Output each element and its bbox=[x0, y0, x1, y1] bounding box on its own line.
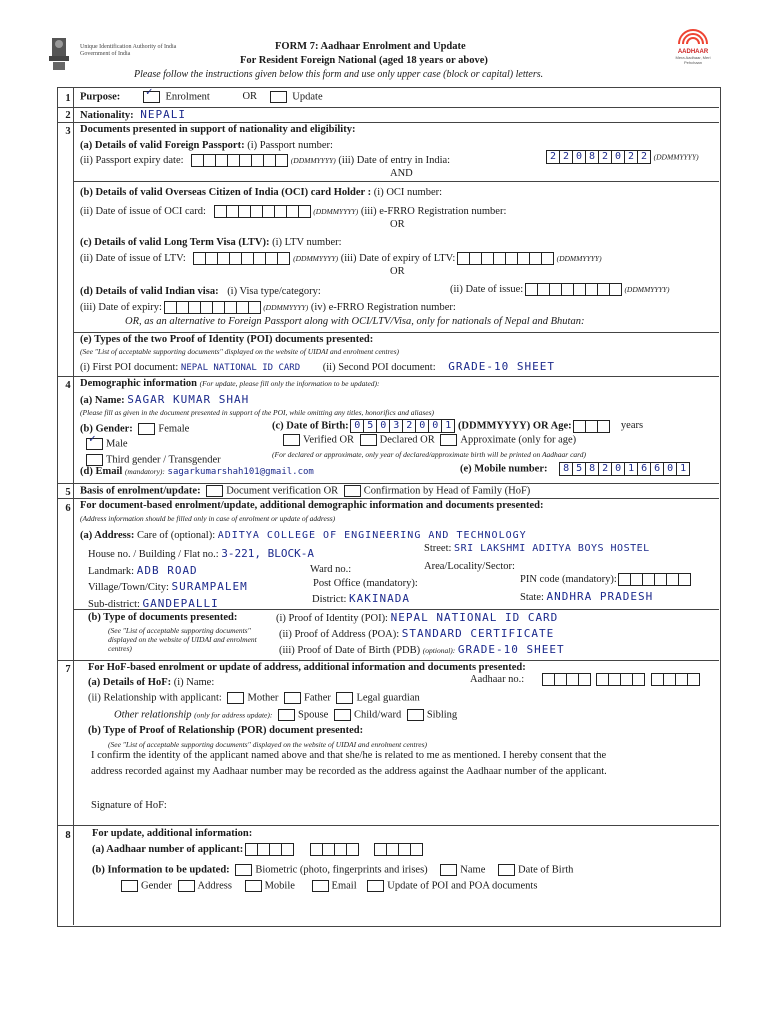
mother-checkbox[interactable] bbox=[227, 692, 244, 704]
enrolment-checkbox[interactable]: ✓ bbox=[143, 91, 160, 103]
passport-expiry-boxes[interactable] bbox=[192, 154, 288, 167]
visa-expiry-boxes[interactable] bbox=[165, 301, 261, 314]
mobile-boxes[interactable]: 8 5 8 2 0 1 6 6 0 1 bbox=[560, 462, 690, 476]
instruction-text: Please follow the instructions given below this form and use only upper case (block or capital) letters. bbox=[134, 69, 544, 80]
mobile-checkbox[interactable] bbox=[245, 880, 262, 892]
dob-checkbox[interactable] bbox=[498, 864, 515, 876]
purpose-row: Purpose: ✓ Enrolment OR Update bbox=[80, 85, 323, 103]
form-title: FORM 7: Aadhaar Enrolment and Update bbox=[275, 41, 466, 52]
poi-doc-value[interactable]: NEPAL NATIONAL ID CARD bbox=[390, 611, 559, 624]
landmark-value[interactable]: ADB ROAD bbox=[136, 564, 198, 577]
sibling-checkbox[interactable] bbox=[407, 709, 424, 721]
female-checkbox[interactable] bbox=[138, 423, 155, 435]
care-of-value[interactable]: ADITYA COLLEGE OF ENGINEERING AND TECHNOLOGY bbox=[217, 530, 527, 541]
org-name: Unique Identification Authority of India Government of India bbox=[80, 44, 177, 57]
state-value[interactable]: ANDHRA PRADESH bbox=[546, 590, 654, 603]
poa-doc-value[interactable]: STANDARD CERTIFICATE bbox=[401, 627, 555, 640]
third-gender-checkbox[interactable] bbox=[86, 454, 103, 466]
nationality-value[interactable]: NEPALI bbox=[140, 108, 187, 121]
spouse-checkbox[interactable] bbox=[278, 709, 295, 721]
visa-issue-boxes[interactable] bbox=[526, 283, 622, 296]
biometric-checkbox[interactable] bbox=[235, 864, 252, 876]
second-poi-value[interactable]: GRADE-10 SHEET bbox=[448, 360, 555, 373]
hof-confirmation-checkbox[interactable] bbox=[344, 485, 361, 497]
street-value[interactable]: SRI LAKSHMI ADITYA BOYS HOSTEL bbox=[454, 543, 650, 554]
first-poi-value[interactable]: NEPAL NATIONAL ID CARD bbox=[180, 363, 301, 373]
ltv-issue-boxes[interactable] bbox=[194, 252, 290, 265]
applicant-name[interactable]: SAGAR KUMAR SHAH bbox=[127, 393, 250, 406]
subdistrict-value[interactable]: GANDEPALLI bbox=[142, 597, 219, 610]
ltv-expiry-boxes[interactable] bbox=[458, 252, 554, 265]
address-checkbox[interactable] bbox=[178, 880, 195, 892]
dob-boxes[interactable]: 0 5 0 3 2 0 0 1 bbox=[351, 419, 455, 433]
verified-checkbox[interactable] bbox=[283, 434, 300, 446]
uidai-emblem bbox=[44, 34, 74, 74]
pdb-doc-value[interactable]: GRADE-10 SHEET bbox=[457, 643, 565, 656]
email-checkbox[interactable] bbox=[312, 880, 329, 892]
district-value[interactable]: KAKINADA bbox=[349, 592, 411, 605]
declared-checkbox[interactable] bbox=[360, 434, 377, 446]
nationality-row: Nationality: NEPALI bbox=[80, 108, 187, 121]
legal-guardian-checkbox[interactable] bbox=[336, 692, 353, 704]
gender-checkbox[interactable] bbox=[121, 880, 138, 892]
doc-verification-checkbox[interactable] bbox=[206, 485, 223, 497]
child-ward-checkbox[interactable] bbox=[334, 709, 351, 721]
entry-date-boxes[interactable]: 2 2 0 8 2 0 2 2 (DDMMYYYY) bbox=[547, 150, 699, 164]
applicant-aadhaar-boxes[interactable] bbox=[246, 843, 294, 856]
father-checkbox[interactable] bbox=[284, 692, 301, 704]
approximate-checkbox[interactable] bbox=[440, 434, 457, 446]
purpose-label: Purpose: bbox=[80, 91, 121, 103]
aadhaar-logo: AADHAAR Mera Aadhaar, Meri Pehchaan bbox=[668, 24, 718, 64]
poi-poa-checkbox[interactable] bbox=[367, 880, 384, 892]
update-checkbox[interactable] bbox=[270, 91, 287, 103]
form-subtitle: For Resident Foreign National (aged 18 years or above) bbox=[240, 55, 488, 66]
age-boxes[interactable] bbox=[574, 420, 610, 433]
name-checkbox[interactable] bbox=[440, 864, 457, 876]
email-value[interactable]: sagarkumarshah101@gmail.com bbox=[167, 467, 314, 477]
hof-aadhaar-boxes[interactable] bbox=[543, 673, 591, 686]
village-value[interactable]: SURAMPALEM bbox=[171, 580, 248, 593]
house-value[interactable]: 3-221, BLOCK-A bbox=[221, 547, 315, 560]
male-checkbox[interactable]: ✓ bbox=[86, 438, 103, 450]
hof-signature[interactable]: Signature of HoF: bbox=[91, 800, 167, 811]
pin-boxes[interactable] bbox=[619, 573, 691, 586]
section3-heading: Documents presented in support of nationality and eligibility: bbox=[80, 124, 356, 135]
oci-issue-boxes[interactable] bbox=[215, 205, 311, 218]
